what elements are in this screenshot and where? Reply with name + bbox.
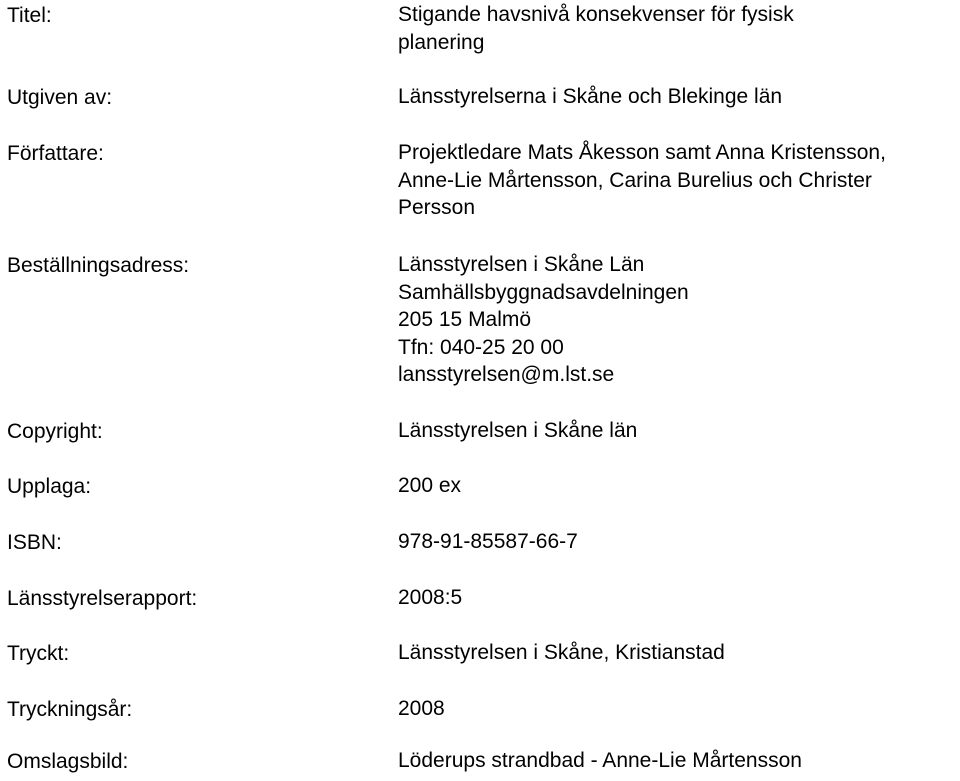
field-value bbox=[398, 639, 958, 667]
value-line: 200 ex bbox=[398, 474, 462, 497]
field-value bbox=[398, 251, 958, 389]
value-line: Länsstyrelserna i Skåne och Blekinge län bbox=[398, 85, 783, 108]
field-value bbox=[398, 528, 958, 556]
field-label: Länsstyrelserapport: bbox=[7, 587, 198, 610]
value-line: 2008:5 bbox=[398, 586, 463, 609]
field-label: Copyright: bbox=[7, 420, 103, 443]
value-line: Länsstyrelsen i Skåne, Kristianstad bbox=[398, 641, 725, 664]
value-line: Samhällsbyggnadsavdelningen bbox=[398, 280, 689, 304]
field-value bbox=[398, 1, 958, 56]
field-value bbox=[398, 695, 958, 723]
field-label: Författare: bbox=[7, 142, 104, 165]
value-line: Tfn: 040-25 20 00 bbox=[398, 335, 564, 359]
value-line: Länsstyrelsen i Skåne Län bbox=[398, 253, 645, 276]
field-value bbox=[398, 747, 958, 775]
value-line: Persson bbox=[398, 196, 476, 219]
value-line: planering bbox=[398, 30, 485, 54]
value-line: 978-91-85587-66-7 bbox=[398, 530, 578, 553]
field-value bbox=[398, 472, 958, 500]
field-value bbox=[398, 584, 958, 612]
field-label: Tryckningsår: bbox=[7, 698, 133, 721]
field-label: Titel: bbox=[7, 4, 52, 27]
field-label: Upplaga: bbox=[7, 475, 92, 498]
field-value bbox=[398, 83, 958, 111]
email-address: lansstyrelsen@m.lst.se bbox=[398, 363, 615, 386]
value-line: Länsstyrelsen i Skåne län bbox=[398, 419, 638, 442]
field-label: Omslagsbild: bbox=[7, 750, 129, 773]
field-label: Utgiven av: bbox=[7, 86, 113, 109]
value-line: Stigande havsnivå konsekvenser för fysisk bbox=[398, 3, 794, 26]
field-label: ISBN: bbox=[7, 531, 62, 554]
field-label: Beställningsadress: bbox=[7, 254, 190, 277]
value-line: 205 15 Malmö bbox=[398, 308, 532, 331]
value-line: 2008 bbox=[398, 697, 445, 720]
value-line: Löderups strandbad - Anne-Lie Mårtensson bbox=[398, 749, 802, 772]
field-value bbox=[398, 139, 958, 222]
value-line: Anne-Lie Mårtensson, Carina Burelius och Christer bbox=[398, 168, 872, 192]
field-value bbox=[398, 417, 958, 445]
value-line: Projektledare Mats Åkesson samt Anna Kristensson, bbox=[398, 141, 886, 164]
field-label: Tryckt: bbox=[7, 642, 70, 665]
